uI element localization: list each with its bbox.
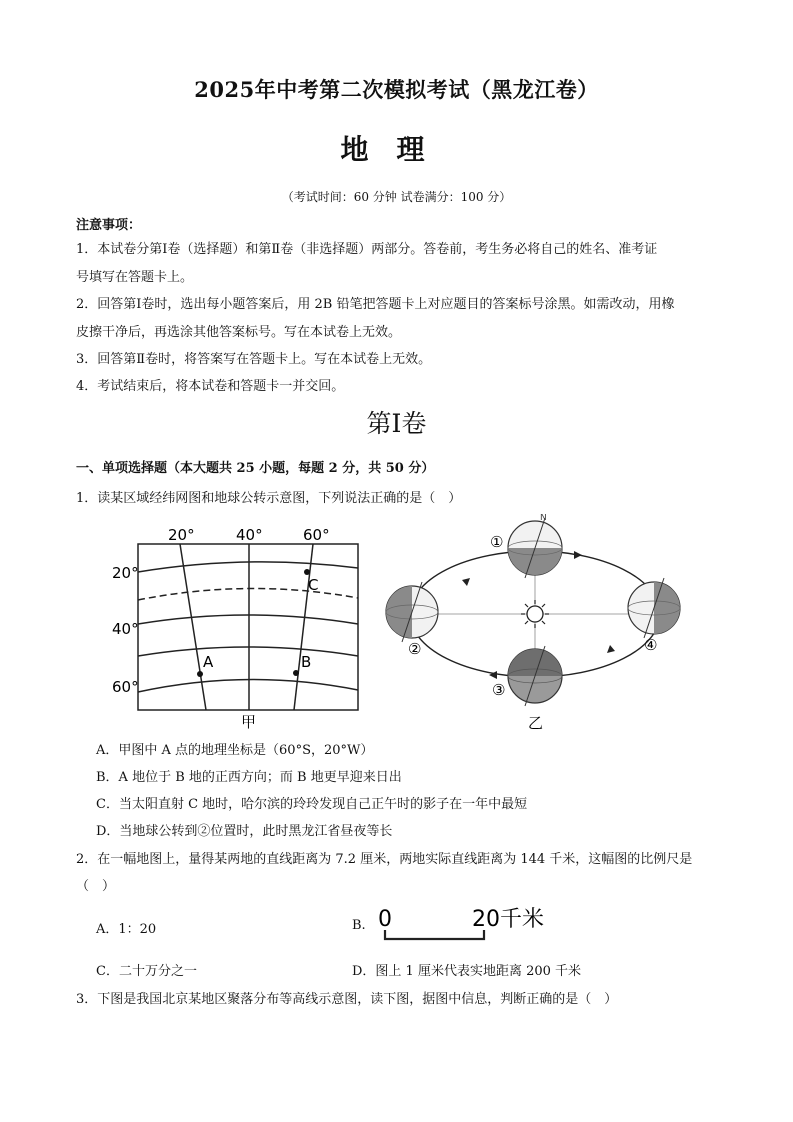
question-3-stem: 3．下图是我国北京某地区聚落分布等高线示意图，读下图，据图中信息，判断正确的是（ ） <box>76 992 618 1007</box>
question-1-option-a: A．甲图中 A 点的地理坐标是（60°S，20°W） <box>96 743 374 758</box>
earth-position-1-icon <box>508 514 562 578</box>
lat-label-60: 60° <box>112 678 139 696</box>
parallel-line <box>138 647 358 656</box>
figure-yi-caption: 乙 <box>528 714 544 732</box>
question-1-stem: 1．读某区域经纬网图和地球公转示意图，下列说法正确的是（ ） <box>76 491 462 506</box>
notice-item-1a: 1．本试卷分第Ⅰ卷（选择题）和第Ⅱ卷（非选择题）两部分。答卷前，考生务必将自己的姓名、准考证 <box>76 242 658 257</box>
orbit-arrow-icon <box>462 578 470 586</box>
section-title: 一、单项选择题（本大题共 25 小题，每题 2 分，共 50 分） <box>76 461 435 476</box>
subject-title: 地理 <box>340 133 453 166</box>
orbit-arrow-icon <box>489 671 497 679</box>
meridian-line <box>294 544 313 710</box>
question-1-option-c: C．当太阳直射 C 地时，哈尔滨的玲玲发现自己正午时的影子在一年中最短 <box>96 797 528 812</box>
position-2-label: ② <box>408 640 422 658</box>
point-b-dot <box>293 670 299 676</box>
scale-start-label: 0 <box>378 907 392 932</box>
notice-item-2b: 皮擦干净后，再选涂其他答案标号。写在本试卷上无效。 <box>76 325 402 340</box>
exam-info: （考试时间：60 分钟 试卷满分：100 分） <box>281 190 512 204</box>
lat-label-40: 40° <box>112 620 139 638</box>
orbit-arrow-icon <box>574 551 582 559</box>
parallel-line <box>138 615 358 624</box>
question-1-option-d: D．当地球公转到②位置时，此时黑龙江省昼夜等长 <box>96 824 393 839</box>
notice-item-2a: 2．回答第Ⅰ卷时，选出每小题答案后，用 2B 铅笔把答题卡上对应题目的答案标号涂黑。如需改动，用橡 <box>76 297 675 312</box>
earth-position-4-icon <box>628 578 680 638</box>
question-2-option-b: B. <box>352 918 366 933</box>
point-a-dot <box>197 671 203 677</box>
lon-label-40: 40° <box>236 526 263 544</box>
question-2-option-c: C．二十万分之一 <box>96 964 197 979</box>
question-2-stem: 2．在一幅地图上，量得某两地的直线距离为 7.2 厘米，两地实际直线距离为 144 千米，这幅图的比例尺是 <box>76 852 693 867</box>
line-scale-bar <box>374 902 554 946</box>
meridian-line <box>180 544 206 710</box>
svg-text:N: N <box>540 514 547 523</box>
question-1-option-b: B．A 地位于 B 地的正西方向；而 B 地更早迎来日出 <box>96 770 402 785</box>
position-1-label: ① <box>490 533 504 551</box>
figure-lat-lon-grid <box>108 520 370 732</box>
point-b-label: B <box>301 653 312 671</box>
point-a-label: A <box>203 653 214 671</box>
lon-label-60: 60° <box>303 526 330 544</box>
notice-item-1b: 号填写在答题卡上。 <box>76 270 194 285</box>
parallel-line <box>138 562 358 572</box>
scale-end-label: 20千米 <box>472 907 544 932</box>
earth-position-2-icon <box>386 582 438 642</box>
exam-title: 2025年中考第二次模拟考试（黑龙江卷） <box>194 77 599 102</box>
lon-label-20: 20° <box>168 526 195 544</box>
scale-bar-line <box>385 930 484 939</box>
orbit-arrow-icon <box>607 645 615 653</box>
notice-item-3: 3．回答第Ⅱ卷时，将答案写在答题卡上。写在本试卷上无效。 <box>76 352 432 367</box>
part-title: 第Ⅰ卷 <box>366 409 427 438</box>
tropic-dashed-line <box>138 588 358 600</box>
point-c-dot <box>304 569 310 575</box>
position-3-label: ③ <box>492 681 506 699</box>
figure-earth-orbit <box>382 514 687 734</box>
position-4-label: ④ <box>644 636 658 654</box>
figure-jia-caption: 甲 <box>241 713 257 731</box>
point-c-label: C <box>308 576 319 594</box>
question-2-option-a: A．1：20 <box>96 922 157 937</box>
notice-title: 注意事项： <box>76 218 142 233</box>
question-2-option-d: D．图上 1 厘米代表实地距离 200 千米 <box>352 964 582 979</box>
question-2-stem-cont: （ ） <box>76 879 116 894</box>
lat-label-20: 20° <box>112 564 139 582</box>
earth-position-3-icon <box>508 646 562 706</box>
notice-item-4: 4．考试结束后，将本试卷和答题卡一并交回。 <box>76 379 345 394</box>
parallel-line <box>138 679 358 692</box>
